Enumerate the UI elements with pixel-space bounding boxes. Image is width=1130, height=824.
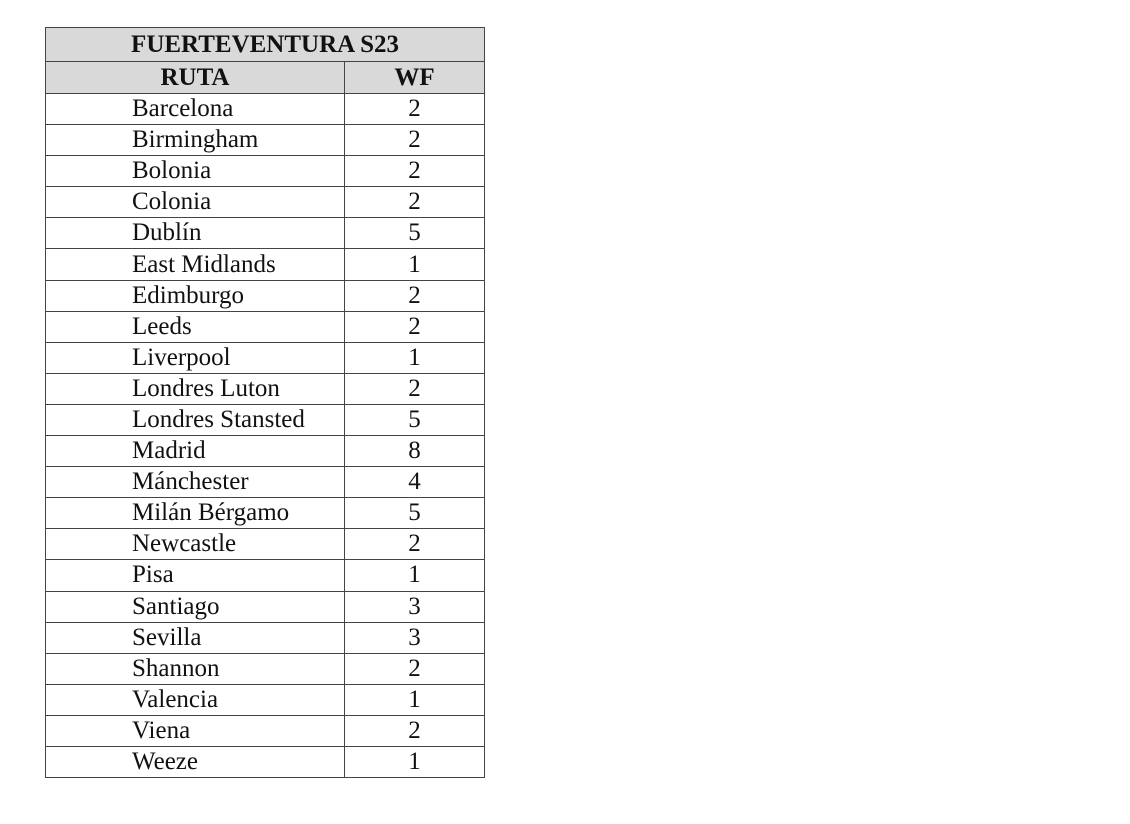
wf-cell: 2: [345, 373, 485, 404]
table-title-row: [46, 28, 485, 62]
table-row: [46, 94, 485, 125]
route-cell: Weeze: [46, 746, 345, 777]
route-cell: Leeds: [46, 311, 345, 342]
wf-cell: 1: [345, 684, 485, 715]
table-row: [46, 622, 485, 653]
route-cell: Pisa: [46, 560, 345, 591]
wf-cell: 1: [345, 249, 485, 280]
wf-cell: 2: [345, 94, 485, 125]
table-row: [46, 560, 485, 591]
table-row: [46, 404, 485, 435]
route-cell: Colonia: [46, 187, 345, 218]
route-cell: Valencia: [46, 684, 345, 715]
route-cell: East Midlands: [46, 249, 345, 280]
route-cell: Edimburgo: [46, 280, 345, 311]
route-cell: Viena: [46, 715, 345, 746]
table-header-row: [46, 62, 485, 94]
route-cell: Santiago: [46, 591, 345, 622]
wf-cell: 2: [345, 187, 485, 218]
wf-cell: 5: [345, 498, 485, 529]
wf-cell: 8: [345, 436, 485, 467]
table-row: [46, 187, 485, 218]
table-row: [46, 342, 485, 373]
route-cell: Londres Stansted: [46, 404, 345, 435]
wf-cell: 2: [345, 280, 485, 311]
table-row: [46, 125, 485, 156]
table-row: [46, 249, 485, 280]
table-title: FUERTEVENTURA S23: [46, 28, 485, 62]
wf-cell: 4: [345, 467, 485, 498]
header-route: RUTA: [46, 62, 345, 94]
route-cell: Barcelona: [46, 94, 345, 125]
table-row: [46, 715, 485, 746]
table-row: [46, 218, 485, 249]
wf-cell: 2: [345, 125, 485, 156]
wf-cell: 1: [345, 342, 485, 373]
table-row: [46, 529, 485, 560]
table-row: [46, 373, 485, 404]
table-row: [46, 498, 485, 529]
table-body: [46, 94, 485, 778]
route-cell: Londres Luton: [46, 373, 345, 404]
wf-cell: 1: [345, 560, 485, 591]
route-cell: Newcastle: [46, 529, 345, 560]
table-row: [46, 436, 485, 467]
route-cell: Dublín: [46, 218, 345, 249]
table-row: [46, 467, 485, 498]
table-row: [46, 311, 485, 342]
table-row: [46, 653, 485, 684]
wf-cell: 3: [345, 622, 485, 653]
route-cell: Shannon: [46, 653, 345, 684]
route-table: [45, 27, 485, 778]
wf-cell: 2: [345, 311, 485, 342]
wf-cell: 5: [345, 404, 485, 435]
wf-cell: 2: [345, 715, 485, 746]
wf-cell: 1: [345, 746, 485, 777]
table-row: [46, 280, 485, 311]
route-cell: Sevilla: [46, 622, 345, 653]
route-cell: Milán Bérgamo: [46, 498, 345, 529]
route-cell: Mánchester: [46, 467, 345, 498]
route-cell: Liverpool: [46, 342, 345, 373]
table-row: [46, 746, 485, 777]
table-row: [46, 591, 485, 622]
wf-cell: 2: [345, 653, 485, 684]
route-cell: Bolonia: [46, 156, 345, 187]
wf-cell: 2: [345, 156, 485, 187]
header-wf: WF: [345, 62, 485, 94]
wf-cell: 5: [345, 218, 485, 249]
route-cell: Madrid: [46, 436, 345, 467]
wf-cell: 3: [345, 591, 485, 622]
wf-cell: 2: [345, 529, 485, 560]
table-row: [46, 156, 485, 187]
route-cell: Birmingham: [46, 125, 345, 156]
table-row: [46, 684, 485, 715]
